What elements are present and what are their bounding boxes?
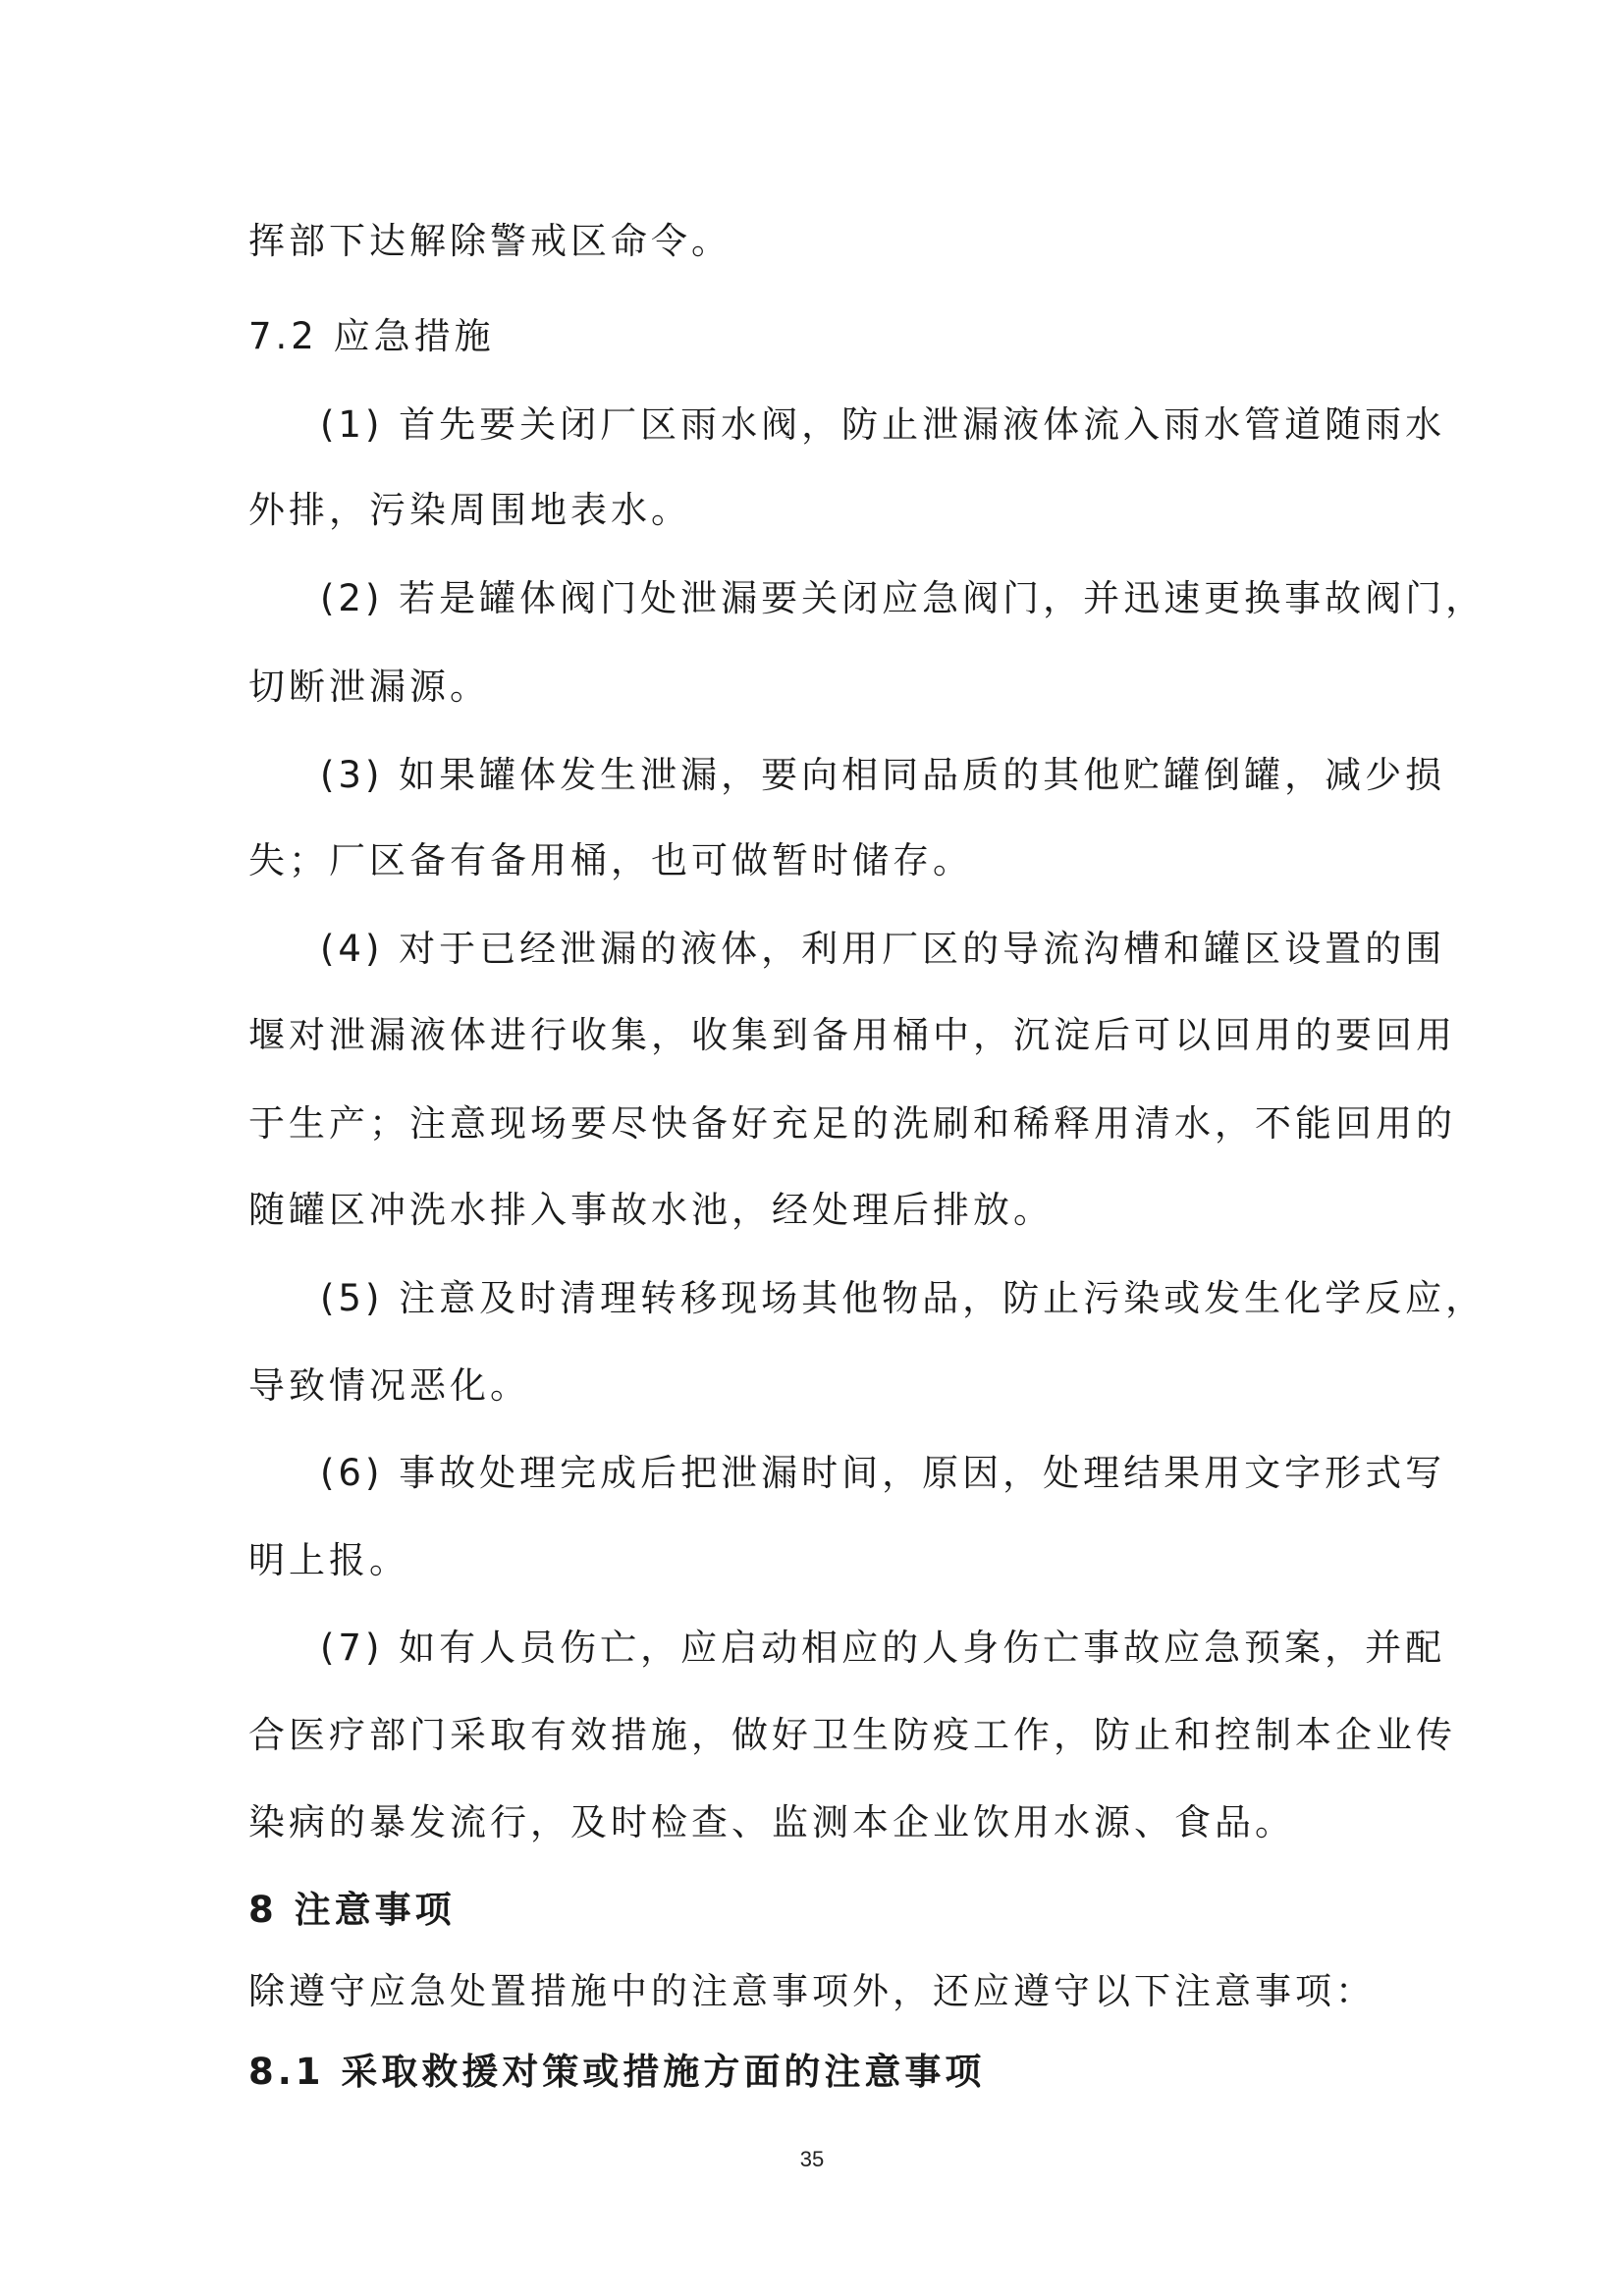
paragraph-line: 堰对泄漏液体进行收集，收集到备用桶中，沉淀后可以回用的要回用: [248, 1014, 1456, 1056]
paragraph-line: 外排，污染周围地表水。: [248, 489, 691, 531]
paragraph-line: 切断泄漏源。: [248, 666, 490, 708]
paragraph-line: (1) 首先要关闭厂区雨水阀，防止泄漏液体流入雨水管道随雨水: [320, 403, 1446, 446]
paragraph-line: 导致情况恶化。: [248, 1364, 530, 1407]
paragraph-line: (2) 若是罐体阀门处泄漏要关闭应急阀门，并迅速更换事故阀门，: [320, 577, 1487, 619]
section-heading-7-2: 7.2 应急措施: [248, 315, 495, 357]
paragraph-line: 除遵守应急处置措施中的注意事项外，还应遵守以下注意事项：: [248, 1970, 1376, 2012]
paragraph-line: (6) 事故处理完成后把泄漏时间，原因，处理结果用文字形式写: [320, 1452, 1446, 1494]
paragraph-line: (3) 如果罐体发生泄漏，要向相同品质的其他贮罐倒罐，减少损: [320, 754, 1446, 796]
paragraph-line: (5) 注意及时清理转移现场其他物品，防止污染或发生化学反应，: [320, 1277, 1487, 1319]
paragraph-line: 明上报。: [248, 1539, 409, 1581]
paragraph-line: 于生产；注意现场要尽快备好充足的洗刷和稀释用清水，不能回用的: [248, 1102, 1456, 1145]
page-number: 35: [799, 2147, 825, 2171]
paragraph-line: 染病的暴发流行，及时检查、监测本企业饮用水源、食品。: [248, 1801, 1295, 1843]
paragraph-line: (7) 如有人员伤亡，应启动相应的人身伤亡事故应急预案，并配: [320, 1627, 1446, 1669]
paragraph-line: (4) 对于已经泄漏的液体，利用厂区的导流沟槽和罐区设置的围: [320, 928, 1446, 970]
paragraph-line: 失；厂区备有备用桶，也可做暂时储存。: [248, 839, 973, 881]
section-heading-8: 8 注意事项: [248, 1889, 456, 1931]
section-heading-8-1: 8.1 采取救援对策或措施方面的注意事项: [248, 2051, 986, 2093]
paragraph-line: 随罐区冲洗水排入事故水池，经处理后排放。: [248, 1189, 1054, 1231]
paragraph-line: 合医疗部门采取有效措施，做好卫生防疫工作，防止和控制本企业传: [248, 1714, 1456, 1756]
paragraph-line: 挥部下达解除警戒区命令。: [248, 220, 731, 262]
